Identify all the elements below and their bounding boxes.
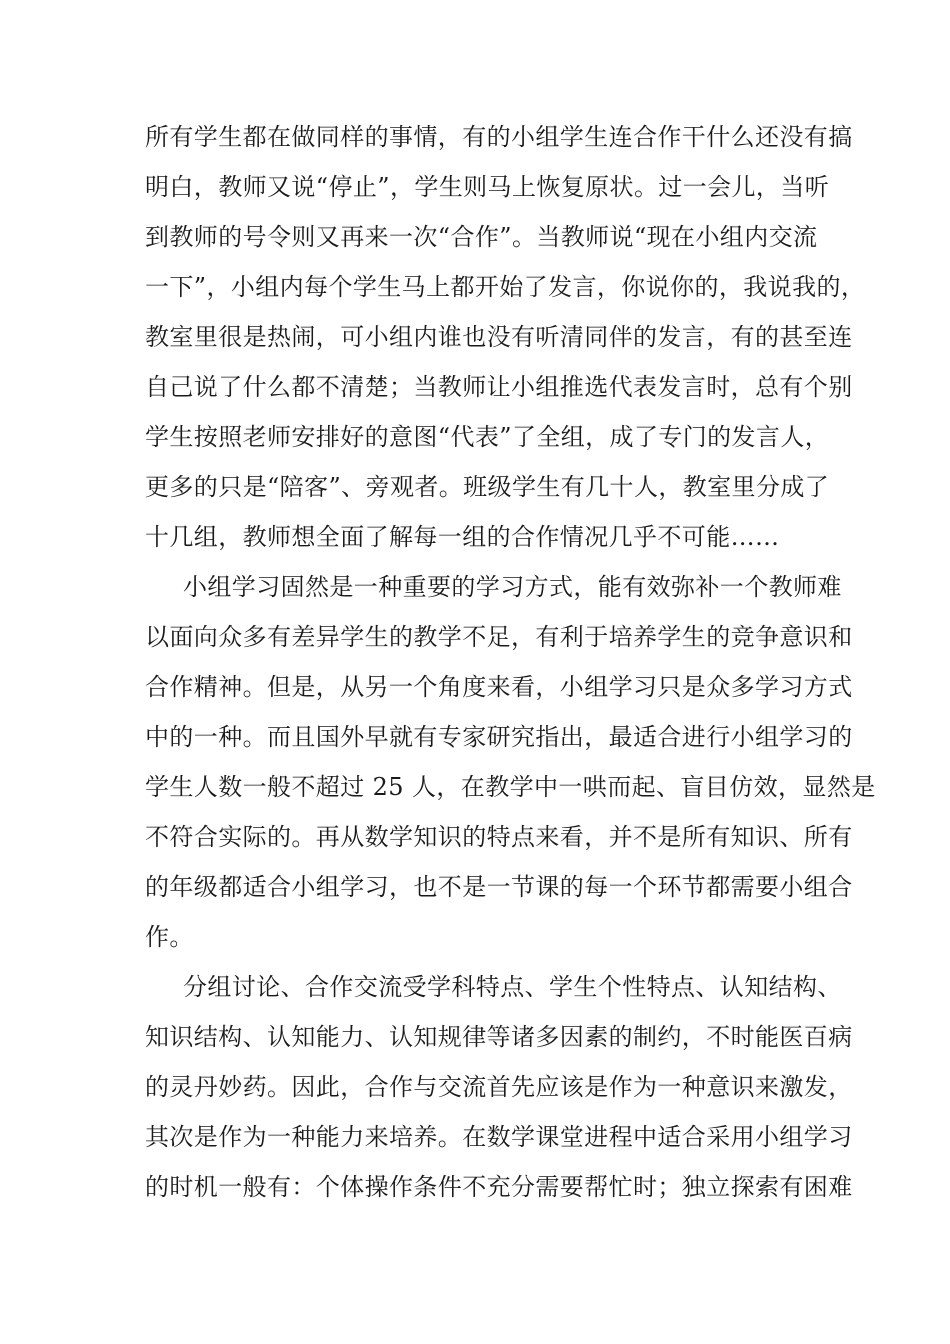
text-line: 学生按照老师安排好的意图“代表”了全组，成了专门的发言人，	[145, 423, 830, 451]
text-line: 合作精神。但是，从另一个角度来看，小组学习只是众多学习方式	[145, 673, 853, 701]
text-line: 知识结构、认知能力、认知规律等诸多因素的制约，不时能医百病	[145, 1023, 853, 1051]
text-line: 学生人数一般不超过 25 人，在教学中一哄而起、盲目仿效，显然是	[145, 773, 876, 801]
text-line: 的时机一般有：个体操作条件不充分需要帮忙时；独立探索有困难	[145, 1173, 853, 1201]
text-line: 中的一种。而且国外早就有专家研究指出，最适合进行小组学习的	[145, 723, 853, 751]
text-line: 的年级都适合小组学习，也不是一节课的每一个环节都需要小组合	[145, 873, 853, 901]
text-line: 明白，教师又说“停止”，学生则马上恢复原状。过一会儿，当听	[145, 173, 830, 201]
text-line: 十几组，教师想全面了解每一组的合作情况几乎不可能……	[145, 523, 780, 551]
paragraph-first-line: 小组学习固然是一种重要的学习方式，能有效弥补一个教师难	[183, 573, 842, 601]
paragraph-first-line: 分组讨论、合作交流受学科特点、学生个性特点、认知结构、	[183, 973, 842, 1001]
text-line: 的灵丹妙药。因此，合作与交流首先应该是作为一种意识来激发，	[145, 1073, 853, 1101]
text-line: 更多的只是“陪客”、旁观者。班级学生有几十人，教室里分成了	[145, 473, 830, 501]
text-line: 以面向众多有差异学生的教学不足，有利于培养学生的竞争意识和	[145, 623, 853, 651]
text-line: 教室里很是热闹，可小组内谁也没有听清同伴的发言，有的甚至连	[145, 323, 853, 351]
text-line: 其次是作为一种能力来培养。在数学课堂进程中适合采用小组学习	[145, 1123, 853, 1151]
text-line: 所有学生都在做同样的事情，有的小组学生连合作干什么还没有搞	[145, 123, 853, 151]
text-line: 一下”，小组内每个学生马上都开始了发言，你说你的，我说我的，	[145, 273, 866, 301]
text-line: 作。	[145, 923, 194, 951]
text-line: 到教师的号令则又再来一次“合作”。当教师说“现在小组内交流	[145, 223, 818, 251]
text-line: 自己说了什么都不清楚；当教师让小组推选代表发言时，总有个别	[145, 373, 853, 401]
text-line: 不符合实际的。再从数学知识的特点来看，并不是所有知识、所有	[145, 823, 853, 851]
